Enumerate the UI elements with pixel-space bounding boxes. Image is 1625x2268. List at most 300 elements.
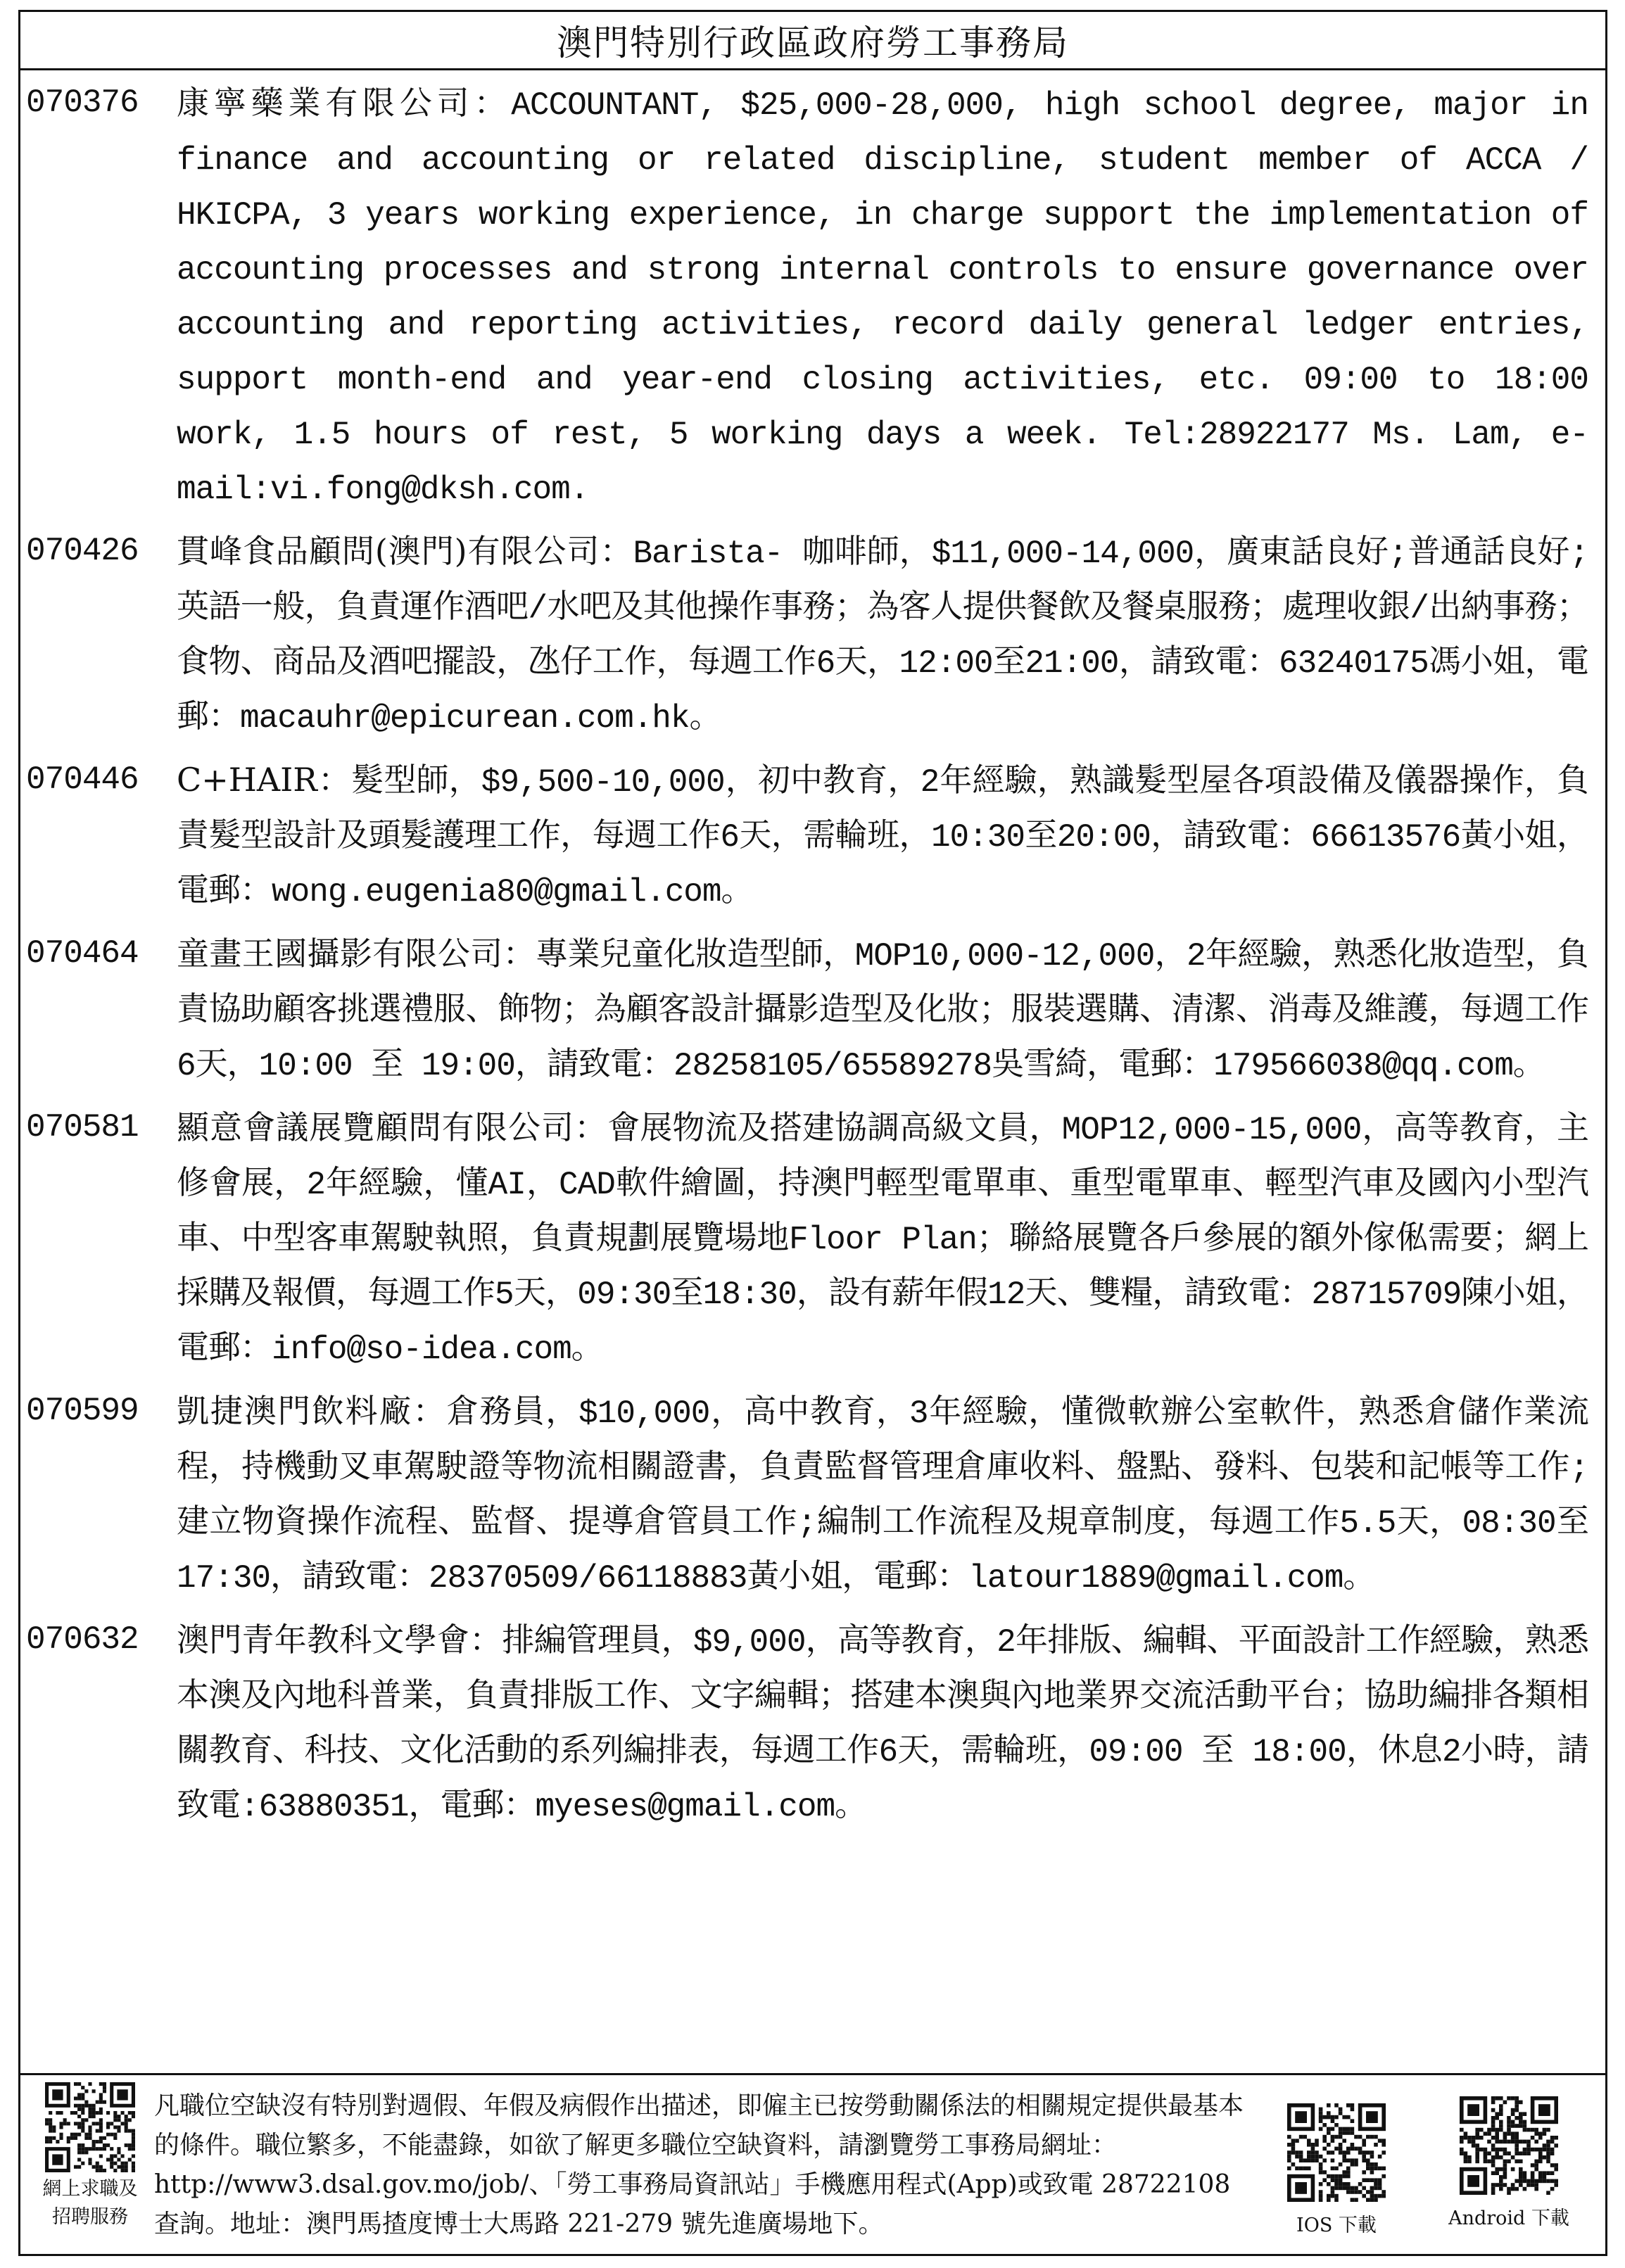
qr-module xyxy=(1366,2198,1370,2202)
qr-module xyxy=(1531,2183,1535,2187)
qr-module xyxy=(117,2158,120,2162)
qr-module xyxy=(1322,2115,1327,2120)
qr-module xyxy=(1515,2116,1519,2120)
qr-module xyxy=(1346,2127,1351,2131)
qr-module xyxy=(1534,2131,1538,2136)
qr-module xyxy=(125,2169,128,2172)
qr-module xyxy=(1519,2183,1523,2187)
qr-module xyxy=(1351,2103,1355,2108)
qr-module xyxy=(1467,2155,1472,2160)
qr-module xyxy=(1351,2190,1355,2194)
job-code: 070426 xyxy=(26,533,139,569)
qr-module xyxy=(1491,2163,1496,2167)
job-code: 070446 xyxy=(26,761,139,798)
qr-module xyxy=(1366,2178,1370,2182)
qr-module xyxy=(1307,2167,1311,2171)
qr-module xyxy=(92,2111,96,2115)
qr-module xyxy=(1346,2158,1351,2162)
qr-module xyxy=(1331,2115,1335,2120)
qr-module xyxy=(1550,2171,1555,2175)
qr-module xyxy=(1538,2179,1543,2184)
qr-module xyxy=(45,2122,49,2125)
qr-module xyxy=(1495,2136,1499,2140)
qr-module xyxy=(77,2096,81,2100)
job-body xyxy=(177,754,1605,918)
qr-module xyxy=(88,2158,91,2162)
qr-module xyxy=(1511,2120,1515,2124)
qr-module xyxy=(1507,2124,1511,2128)
job-entry xyxy=(20,1101,1605,1376)
qr-module xyxy=(88,2147,91,2150)
job-entry xyxy=(20,525,1605,745)
qr-module xyxy=(1374,2143,1378,2147)
qr-module xyxy=(117,2150,120,2154)
qr-module xyxy=(99,2165,103,2169)
qr-module xyxy=(96,2122,99,2125)
qr-finder-pattern xyxy=(1467,2175,1479,2187)
qr-module xyxy=(1287,2167,1291,2171)
qr-module xyxy=(63,2122,67,2125)
qr-module xyxy=(1334,2178,1339,2182)
qr-module xyxy=(88,2115,91,2118)
job-description: 倉務員，$10,000，高中教育，3年經驗，懂微軟辦公室軟件，熟悉倉儲作業流程，持機動叉車駕駛證等物流相關證書，負責監督管理倉庫收料、盤點、發料、包裝和記帳等工作;建立物資操作流程、監督、提導倉管員工作;編制工作流程及規章制度，每週工作5.5天，08:30至17:30，請致電：28370509/66118883黃小姐，電郵：latour1889@gmail.com。 xyxy=(177,1395,1588,1597)
qr-module xyxy=(81,2147,84,2150)
qr-module xyxy=(1531,2175,1535,2179)
qr-module xyxy=(1515,2131,1519,2136)
qr-module xyxy=(99,2125,103,2129)
qr-module xyxy=(59,2125,63,2129)
qr-module xyxy=(1507,2128,1511,2132)
qr-module xyxy=(52,2125,56,2129)
qr-module xyxy=(1523,2112,1527,2116)
company-name: 康寧藥業有限公司： xyxy=(177,84,512,122)
qr-module xyxy=(117,2118,120,2122)
qr-module xyxy=(1499,2183,1503,2187)
qr-module xyxy=(1346,2147,1351,2151)
qr-module xyxy=(88,2082,91,2086)
dsal-website-link[interactable]: http://www3.dsal.gov.mo/job/ xyxy=(154,2170,529,2199)
qr-module xyxy=(88,2108,91,2111)
qr-module xyxy=(1534,2148,1538,2152)
qr-code-icon[interactable] xyxy=(1287,2103,1386,2202)
qr-module xyxy=(1460,2148,1464,2152)
qr-module xyxy=(1374,2198,1378,2202)
qr-module xyxy=(1327,2131,1331,2135)
qr-module xyxy=(84,2133,88,2136)
qr-code-icon[interactable] xyxy=(45,2082,135,2172)
qr-module xyxy=(103,2136,106,2140)
qr-module xyxy=(1491,2120,1496,2124)
company-name: 澳門青年教科文學會： xyxy=(177,1621,502,1659)
qr-module xyxy=(117,2147,120,2150)
qr-module xyxy=(110,2122,113,2125)
qr-module xyxy=(88,2104,91,2108)
qr-module xyxy=(132,2136,135,2140)
qr-module xyxy=(1299,2135,1303,2139)
qr-module xyxy=(49,2122,52,2125)
qr-module xyxy=(77,2125,81,2129)
qr-module xyxy=(132,2165,135,2169)
qr-module xyxy=(67,2136,70,2140)
qr-module xyxy=(96,2111,99,2115)
qr-module xyxy=(1507,2096,1511,2101)
qr-module xyxy=(1464,2155,1468,2160)
qr-module xyxy=(103,2086,106,2089)
qr-module xyxy=(1334,2103,1339,2108)
qr-module xyxy=(84,2089,88,2093)
qr-module xyxy=(49,2125,52,2129)
qr-module xyxy=(1366,2150,1370,2155)
qr-module xyxy=(1311,2147,1315,2151)
android-download-caption: Android 下載 xyxy=(1448,2207,1569,2229)
qr-module xyxy=(99,2093,103,2096)
qr-module xyxy=(1287,2135,1291,2139)
qr-module xyxy=(1546,2151,1550,2155)
qr-module xyxy=(125,2129,128,2133)
qr-module xyxy=(1543,2179,1547,2184)
qr-module xyxy=(1546,2128,1550,2132)
qr-module xyxy=(113,2154,117,2158)
qr-module xyxy=(1515,2101,1519,2105)
qr-module xyxy=(92,2104,96,2108)
qr-finder-pattern xyxy=(1538,2104,1550,2116)
qr-module xyxy=(96,2165,99,2169)
qr-module xyxy=(1319,2182,1323,2186)
qr-ios-download[interactable] xyxy=(1266,2103,1407,2240)
qr-module xyxy=(1291,2150,1296,2155)
qr-module xyxy=(77,2150,81,2154)
qr-module xyxy=(1342,2139,1346,2143)
qr-module xyxy=(88,2162,91,2165)
qr-module xyxy=(1519,2151,1523,2155)
qr-module xyxy=(74,2122,77,2125)
qr-module xyxy=(81,2111,84,2115)
qr-module xyxy=(1495,2131,1499,2136)
qr-module xyxy=(1499,2120,1503,2124)
qr-module xyxy=(99,2154,103,2158)
qr-module xyxy=(81,2129,84,2133)
qr-module xyxy=(1370,2155,1374,2159)
qr-module xyxy=(1499,2124,1503,2128)
qr-module xyxy=(1534,2167,1538,2172)
qr-module xyxy=(1554,2183,1558,2187)
qr-module xyxy=(1491,2143,1496,2148)
qr-module xyxy=(1339,2186,1343,2191)
qr-module xyxy=(99,2129,103,2133)
qr-module xyxy=(1523,2187,1527,2191)
qr-module xyxy=(1550,2136,1555,2140)
qr-module xyxy=(1550,2187,1555,2191)
qr-module xyxy=(1327,2103,1331,2108)
qr-module xyxy=(59,2111,63,2115)
qr-module xyxy=(1374,2186,1378,2191)
qr-module xyxy=(1523,2179,1527,2184)
qr-module xyxy=(1346,2190,1351,2194)
qr-module xyxy=(1334,2135,1339,2139)
qr-module xyxy=(1511,2096,1515,2101)
company-name: 童畫王國攝影有限公司： xyxy=(177,935,536,973)
qr-module xyxy=(1381,2190,1386,2194)
qr-module xyxy=(74,2133,77,2136)
qr-module xyxy=(1381,2150,1386,2155)
qr-module xyxy=(1491,2116,1496,2120)
qr-module xyxy=(74,2111,77,2115)
qr-module xyxy=(1319,2194,1323,2198)
qr-module xyxy=(1303,2135,1307,2139)
qr-module xyxy=(1523,2128,1527,2132)
qr-module xyxy=(1531,2136,1535,2140)
qr-module xyxy=(92,2143,96,2147)
qr-module xyxy=(1511,2112,1515,2116)
qr-finder-pattern xyxy=(117,2089,127,2100)
qr-module xyxy=(1511,2108,1515,2112)
qr-module xyxy=(103,2147,106,2150)
qr-module xyxy=(1499,2148,1503,2152)
qr-module xyxy=(99,2147,103,2150)
qr-module xyxy=(1491,2124,1496,2128)
qr-module xyxy=(1543,2143,1547,2148)
qr-module xyxy=(1491,2191,1496,2195)
qr-module xyxy=(1495,2167,1499,2172)
qr-module xyxy=(84,2150,88,2154)
qr-module xyxy=(77,2147,81,2150)
qr-module xyxy=(1495,2151,1499,2155)
qr-module xyxy=(99,2101,103,2104)
qr-module xyxy=(49,2111,52,2115)
qr-module xyxy=(1342,2170,1346,2174)
qr-module xyxy=(1334,2115,1339,2120)
qr-module xyxy=(1515,2124,1519,2128)
qr-module xyxy=(1515,2104,1519,2108)
qr-module xyxy=(1523,2171,1527,2175)
qr-module xyxy=(1519,2175,1523,2179)
qr-module xyxy=(1378,2186,1382,2191)
qr-module xyxy=(1467,2140,1472,2144)
qr-module xyxy=(1519,2179,1523,2184)
qr-module xyxy=(128,2147,132,2150)
qr-module xyxy=(1354,2198,1358,2202)
qr-module xyxy=(1515,2108,1519,2112)
qr-module xyxy=(1322,2170,1327,2174)
qr-code-icon[interactable] xyxy=(1460,2096,1558,2195)
qr-module xyxy=(132,2143,135,2147)
job-description: Barista- 咖啡師，$11,000-14,000，廣東話良好;普通話良好;英語一般，負責運作酒吧/水吧及其他操作事務；為客人提供餐飲及餐桌服務；處理收銀/出納事務；食物、商品及酒吧擺設，氹仔工作，每週工作6天，12:00至21:00，請致電：63240175馮小姐，電郵：macauhr@epicurean.com.hk。 xyxy=(177,536,1588,737)
qr-module xyxy=(1519,2160,1523,2164)
qr-finder-pattern xyxy=(52,2089,63,2100)
job-entry xyxy=(20,77,1605,516)
qr-module xyxy=(128,2158,132,2162)
qr-module xyxy=(1362,2178,1366,2182)
qr-module xyxy=(99,2136,103,2140)
qr-module xyxy=(1366,2135,1370,2139)
qr-module xyxy=(1381,2167,1386,2171)
qr-module xyxy=(81,2086,84,2089)
qr-module xyxy=(88,2136,91,2140)
qr-module xyxy=(103,2169,106,2172)
qr-module xyxy=(117,2129,120,2133)
qr-module xyxy=(1554,2167,1558,2172)
qr-module xyxy=(1315,2143,1319,2147)
qr-module xyxy=(1538,2151,1543,2155)
qr-module xyxy=(92,2108,96,2111)
qr-module xyxy=(1543,2171,1547,2175)
qr-module xyxy=(99,2118,103,2122)
job-entry xyxy=(20,1614,1605,1833)
qr-module xyxy=(1495,2155,1499,2160)
qr-module xyxy=(103,2101,106,2104)
qr-module xyxy=(1487,2131,1491,2136)
qr-module xyxy=(1331,2167,1335,2171)
qr-module xyxy=(45,2136,49,2140)
qr-module xyxy=(1487,2151,1491,2155)
qr-module xyxy=(1351,2198,1355,2202)
qr-module xyxy=(1287,2158,1291,2162)
qr-module xyxy=(1487,2160,1491,2164)
qr-module xyxy=(1351,2147,1355,2151)
qr-module xyxy=(1307,2139,1311,2143)
qr-module xyxy=(1331,2139,1335,2143)
qr-module xyxy=(1499,2175,1503,2179)
qr-module xyxy=(1334,2147,1339,2151)
qr-module xyxy=(1499,2179,1503,2184)
qr-module xyxy=(1507,2160,1511,2164)
qr-module xyxy=(1351,2119,1355,2123)
qr-module xyxy=(1351,2162,1355,2167)
qr-module xyxy=(1538,2131,1543,2136)
qr-module xyxy=(113,2136,117,2140)
qr-module xyxy=(1523,2148,1527,2152)
qr-module xyxy=(1322,2158,1327,2162)
qr-module xyxy=(1378,2182,1382,2186)
qr-module xyxy=(67,2140,70,2143)
qr-module xyxy=(1531,2128,1535,2132)
qr-module xyxy=(67,2122,70,2125)
qr-module xyxy=(1346,2115,1351,2120)
qr-module xyxy=(110,2133,113,2136)
qr-module xyxy=(1538,2171,1543,2175)
qr-module xyxy=(1303,2167,1307,2171)
qr-module xyxy=(1327,2194,1331,2198)
qr-module xyxy=(81,2118,84,2122)
qr-module xyxy=(1370,2198,1374,2202)
qr-module xyxy=(1503,2151,1507,2155)
qr-module xyxy=(81,2096,84,2100)
qr-module xyxy=(74,2136,77,2140)
qr-module xyxy=(81,2104,84,2108)
qr-module xyxy=(1342,2150,1346,2155)
qr-module xyxy=(1370,2135,1374,2139)
qr-job-service[interactable] xyxy=(30,2082,150,2231)
qr-module xyxy=(1319,2119,1323,2123)
job-code: 070632 xyxy=(26,1621,139,1658)
qr-module xyxy=(1327,2127,1331,2131)
qr-module xyxy=(1342,2127,1346,2131)
qr-module xyxy=(1523,2120,1527,2124)
qr-module xyxy=(1307,2158,1311,2162)
qr-module xyxy=(1322,2147,1327,2151)
qr-module xyxy=(1339,2162,1343,2167)
qr-module xyxy=(1484,2131,1488,2136)
qr-module xyxy=(77,2108,81,2111)
qr-module xyxy=(70,2133,74,2136)
qr-module xyxy=(1511,2183,1515,2187)
qr-module xyxy=(1507,2120,1511,2124)
qr-module xyxy=(125,2122,128,2125)
qr-module xyxy=(1523,2140,1527,2144)
qr-module xyxy=(1287,2143,1291,2147)
qr-module xyxy=(1311,2158,1315,2162)
qr-module xyxy=(96,2129,99,2133)
qr-module xyxy=(1523,2151,1527,2155)
qr-module xyxy=(92,2089,96,2093)
qr-module xyxy=(92,2147,96,2150)
qr-module xyxy=(125,2115,128,2118)
qr-module xyxy=(1327,2115,1331,2120)
job-body xyxy=(177,1101,1605,1376)
job-description: 排編管理員，$9,000，高等教育，2年排版、編輯、平面設計工作經驗，熟悉本澳及內地科普業，負責排版工作、文字編輯；搭建本澳與內地業界交流活動平台；協助編排各類相關教育、科技、文化活動的系列編排表，每週工作6天，需輪班，09:00 至 18:00，休息2小時，請致電:63880351，電郵：myeses@gmail.com。 xyxy=(177,1624,1589,1825)
qr-module xyxy=(1495,2148,1499,2152)
qr-module xyxy=(1295,2150,1299,2155)
qr-module xyxy=(1515,2140,1519,2144)
qr-module xyxy=(1339,2111,1343,2115)
qr-module xyxy=(1334,2167,1339,2171)
qr-android-download[interactable] xyxy=(1428,2096,1590,2233)
qr-module xyxy=(1295,2155,1299,2159)
qr-module xyxy=(125,2125,128,2129)
qr-module xyxy=(1499,2187,1503,2191)
qr-module xyxy=(1519,2167,1523,2172)
qr-module xyxy=(92,2122,96,2125)
qr-module xyxy=(1519,2112,1523,2116)
qr-module xyxy=(1327,2198,1331,2202)
qr-module xyxy=(1484,2148,1488,2152)
qr-module xyxy=(84,2136,88,2140)
qr-module xyxy=(1287,2150,1291,2155)
qr-left-caption-2: 招聘服務 xyxy=(52,2206,128,2228)
qr-module xyxy=(1331,2186,1335,2191)
job-body xyxy=(177,927,1605,1092)
qr-module xyxy=(1503,2136,1507,2140)
qr-module xyxy=(1303,2158,1307,2162)
qr-module xyxy=(1381,2194,1386,2198)
qr-module xyxy=(1370,2170,1374,2174)
qr-module xyxy=(1464,2160,1468,2164)
qr-module xyxy=(1550,2148,1555,2152)
qr-module xyxy=(132,2133,135,2136)
qr-module xyxy=(1327,2111,1331,2115)
qr-module xyxy=(96,2140,99,2143)
qr-module xyxy=(132,2129,135,2133)
qr-module xyxy=(1354,2190,1358,2194)
qr-module xyxy=(1331,2190,1335,2194)
qr-module xyxy=(1342,2158,1346,2162)
qr-module xyxy=(1479,2148,1484,2152)
qr-module xyxy=(1370,2178,1374,2182)
qr-module xyxy=(88,2125,91,2129)
ios-download-caption: IOS 下載 xyxy=(1296,2215,1377,2236)
qr-finder-pattern xyxy=(1467,2104,1479,2116)
qr-module xyxy=(1334,2186,1339,2191)
job-entry xyxy=(20,754,1605,918)
qr-module xyxy=(1460,2151,1464,2155)
qr-module xyxy=(1475,2128,1479,2132)
qr-module xyxy=(132,2111,135,2115)
qr-module xyxy=(1503,2148,1507,2152)
qr-module xyxy=(1475,2151,1479,2155)
qr-module xyxy=(1334,2174,1339,2179)
qr-module xyxy=(1464,2151,1468,2155)
qr-module xyxy=(1374,2162,1378,2167)
